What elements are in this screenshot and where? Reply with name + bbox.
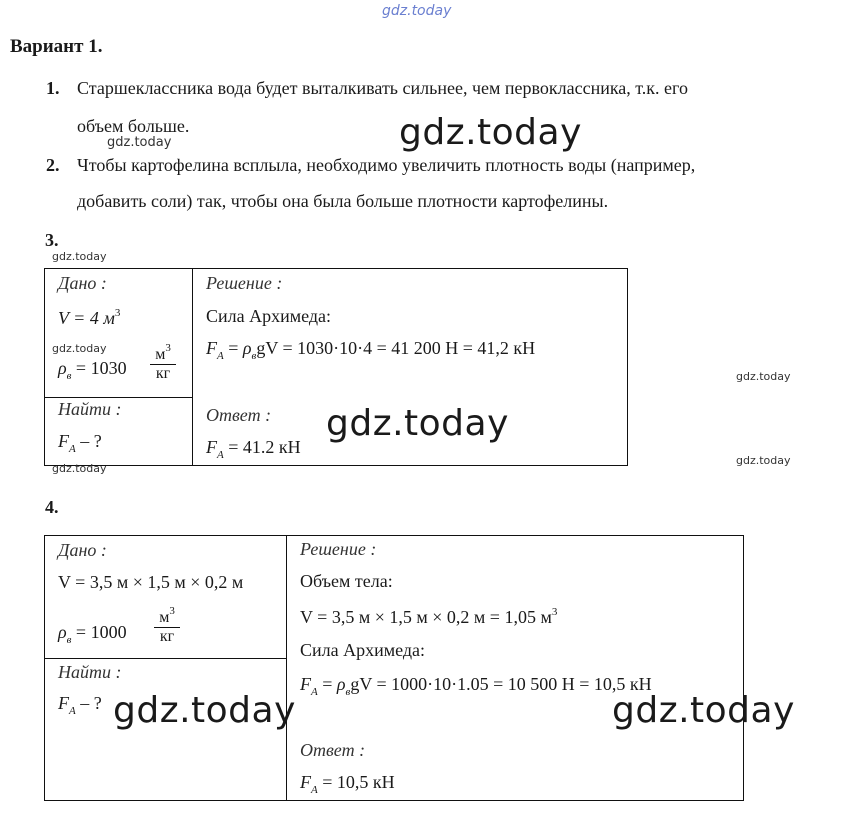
variant-heading: Вариант 1. <box>10 36 103 57</box>
unit-denominator: кг <box>154 627 180 646</box>
task-4-formula: $F_A = \rho_вgV = 1000\cdot 10\cdot 1.05 = 10$ 500 Н = 10,5 кН <box>300 674 652 698</box>
watermark-small: gdz.today <box>107 135 172 150</box>
task-4-density-unit: $м^3$ кг <box>154 605 180 646</box>
task-4-given-header: Дано : <box>58 540 107 560</box>
task-4-given-divider <box>44 658 287 659</box>
volume-calc: V = 3,5 м × 1,5 м × 0,2 м = 1,05 м <box>300 607 552 627</box>
task-4-density-value: = 1000 <box>75 622 127 642</box>
task-3-given-header: Дано : <box>58 273 107 293</box>
item-1-number: 1. <box>46 78 60 98</box>
task-3-density-value: = 1030 <box>75 358 127 378</box>
task-4-find-header: Найти : <box>58 662 122 682</box>
item-2-line-2: добавить соли) так, чтобы она была больше плотности картофелины. <box>77 191 609 211</box>
formula-text: gV = 1030·10·4 = 41 200 Н = 41,2 кН <box>256 338 536 358</box>
task-3-answer-header: Ответ : <box>206 405 272 425</box>
task-3-divider <box>192 268 193 466</box>
task-3-find: $F_A$ – ? <box>58 431 102 455</box>
unit-denominator: кг <box>150 364 176 383</box>
task-4-solution-line-2: V = 3,5 м × 1,5 м × 0,2 м = 1,05 $м^3$ <box>300 606 558 627</box>
watermark-big: gdz.today <box>326 403 509 444</box>
watermark-small: gdz.today <box>736 370 791 383</box>
task-3-given-volume-text: V = 4 м <box>58 308 115 328</box>
task-3-solution-header: Решение : <box>206 273 283 293</box>
watermark-small: gdz.today <box>736 454 791 467</box>
task-3-formula: $F_A = \rho_вgV = 1030\cdot 10\cdot 4 = 41$ 200 Н = 41,2 кН <box>206 338 536 362</box>
task-3-given-volume: V = 4 $м^3$ <box>58 307 121 328</box>
unit-numerator: м <box>159 609 170 626</box>
watermark-big: gdz.today <box>399 112 582 153</box>
watermark-top: gdz.today <box>382 3 452 19</box>
answer-text: = 41.2 кН <box>228 437 301 457</box>
task-4-answer: $F_A = 10,5$ кН <box>300 772 395 796</box>
watermark-small: gdz.today <box>52 462 107 475</box>
watermark-small: gdz.today <box>52 250 107 263</box>
task-3-solution-line-1: Сила Архимеда: <box>206 306 332 326</box>
task-3-density-unit: $м^3$ кг <box>150 342 176 383</box>
unit-numerator: м <box>155 346 166 363</box>
task-3-answer: $F_A = 41.2$ кН <box>206 437 301 461</box>
find-tail: – ? <box>75 693 102 713</box>
task-3-number: 3. <box>45 230 59 250</box>
item-2-line-1: Чтобы картофелина всплыла, необходимо увеличить плотность воды (например, <box>77 155 696 175</box>
task-4-find: $F_A$ – ? <box>58 693 102 717</box>
item-1-line-2: объем больше. <box>77 116 190 136</box>
formula-text: gV = 1000·10·1.05 = 10 500 Н = 10,5 кН <box>350 674 652 694</box>
task-4-solution-line-3: Сила Архимеда: <box>300 640 426 660</box>
watermark-big: gdz.today <box>113 690 296 731</box>
watermark-big: gdz.today <box>612 690 795 731</box>
find-tail: – ? <box>75 431 102 451</box>
answer-text: = 10,5 кН <box>322 772 395 792</box>
task-4-answer-header: Ответ : <box>300 740 366 760</box>
item-2-number: 2. <box>46 155 60 175</box>
task-4-solution-line-1: Объем тела: <box>300 571 393 591</box>
task-4-solution-header: Решение : <box>300 539 377 559</box>
task-4-given-volume: V = 3,5 м × 1,5 м × 0,2 м <box>58 572 244 592</box>
item-1-line-1: Старшеклассника вода будет выталкивать сильнее, чем первоклассника, т.к. его <box>77 78 688 98</box>
task-3-find-header: Найти : <box>58 399 122 419</box>
watermark-small: gdz.today <box>52 342 107 355</box>
task-4-divider <box>286 535 287 801</box>
task-4-number: 4. <box>45 497 59 517</box>
task-3-given-density: $\rho_в = 1030$ <box>58 358 127 382</box>
task-3-given-divider <box>44 397 193 398</box>
task-4-given-density: $\rho_в = 1000$ <box>58 622 127 646</box>
